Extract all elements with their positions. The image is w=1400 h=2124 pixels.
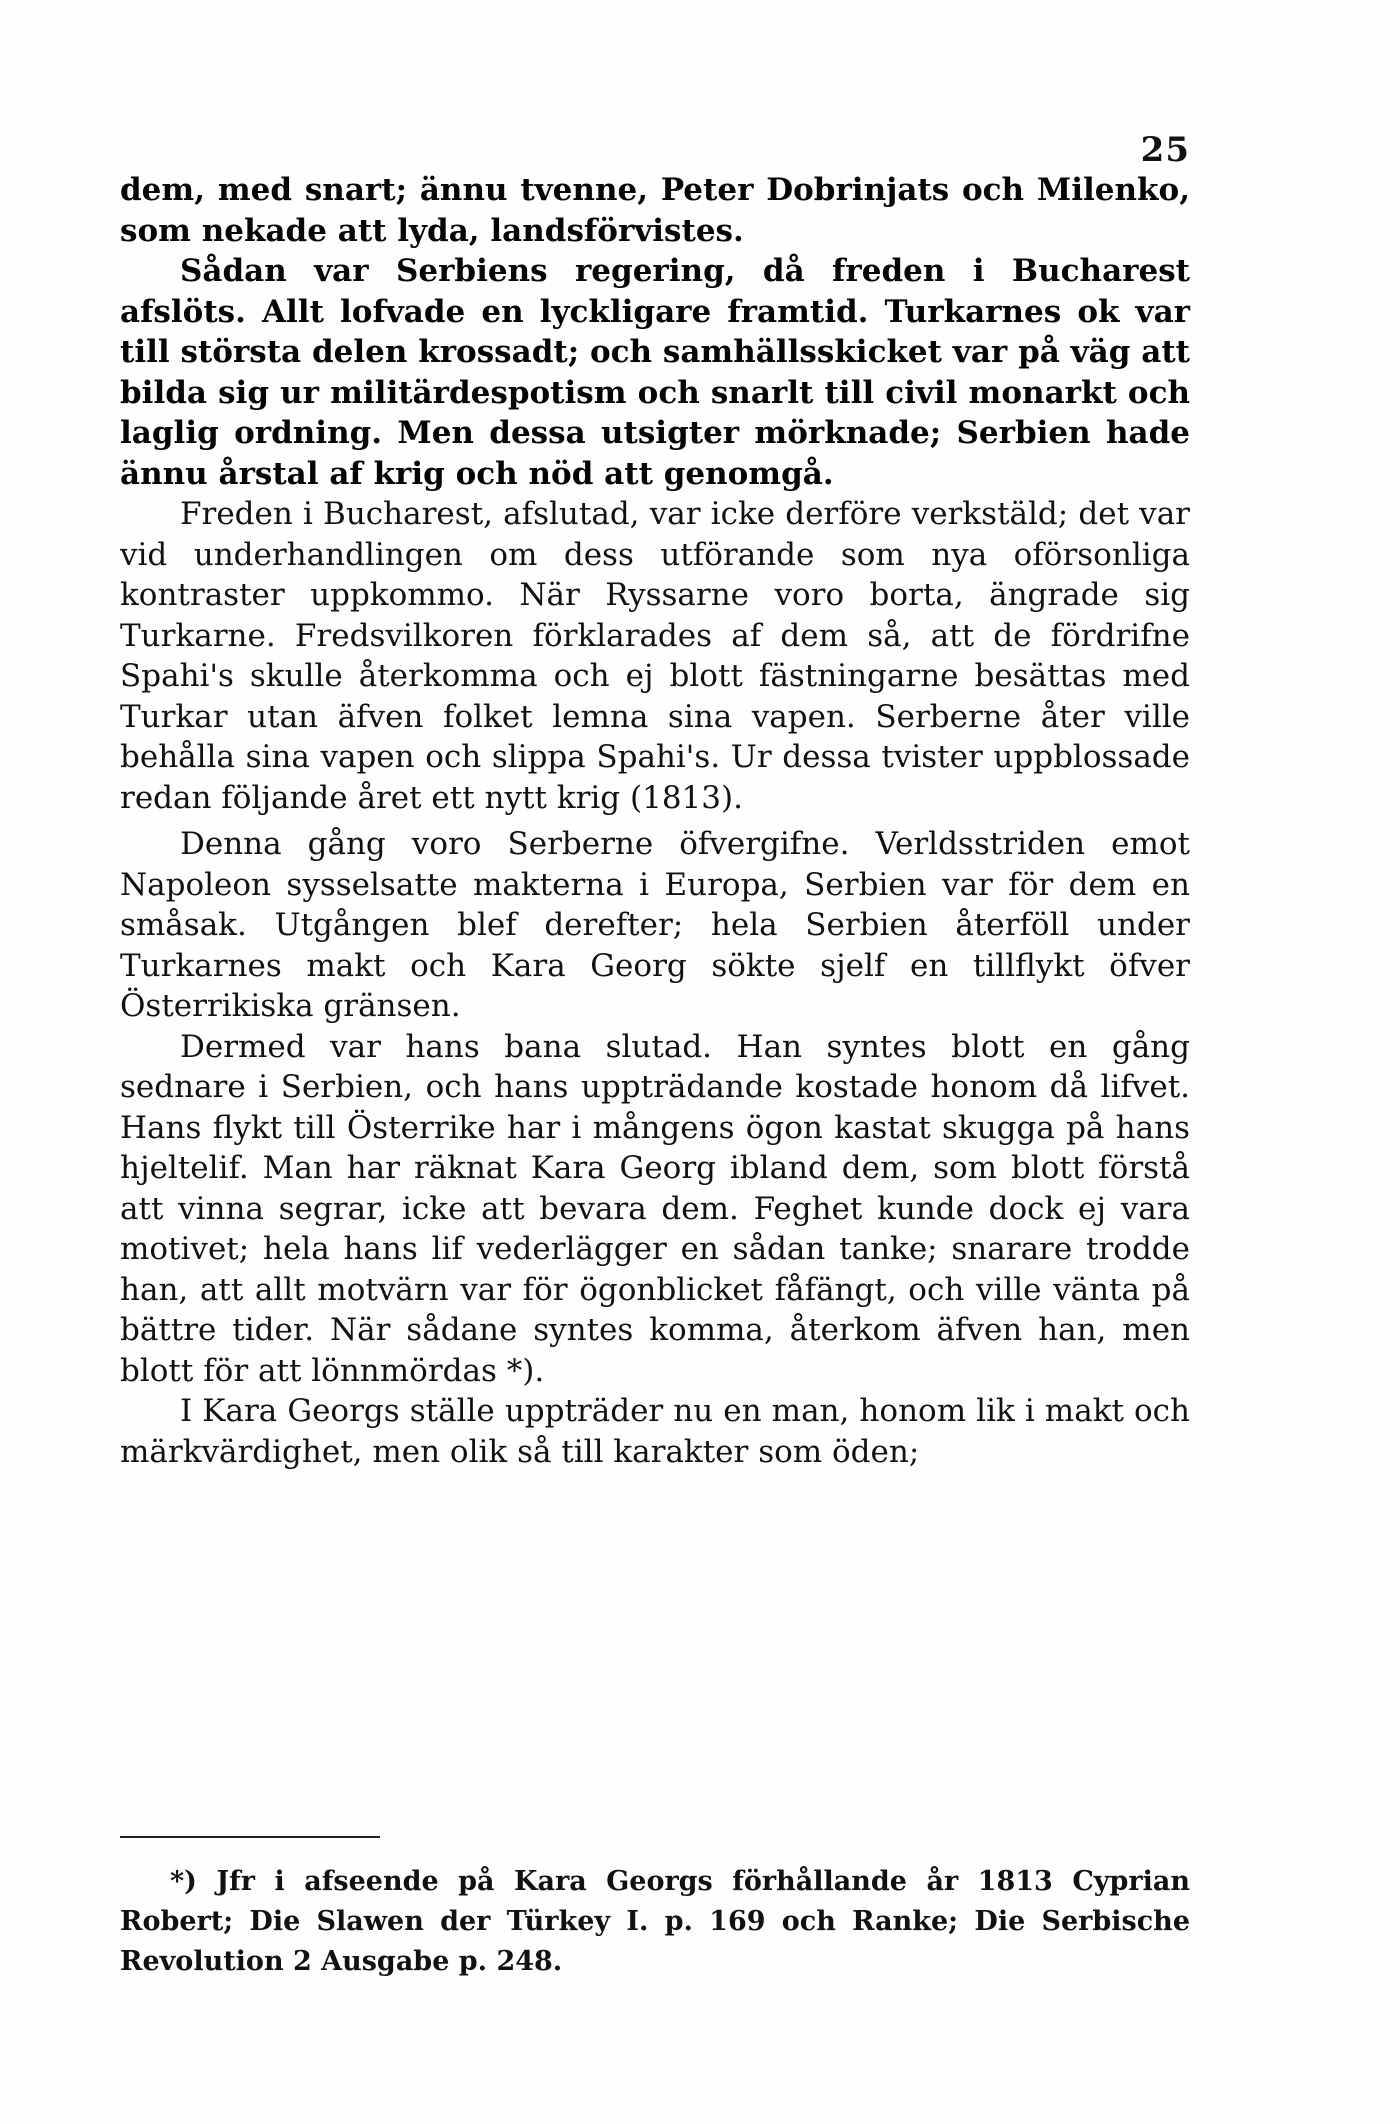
paragraph-3: Freden i Bucharest, afslutad, var icke derföre verkstäld; det var vid underhandlingen om dess utförande som nya oförsonliga kontraster uppkommo. När Ryssarne voro borta, ängrade sig Turkarne. Fredsvilkoren förklarades af dem så, att de fördrifne Spahi's skulle återkomma och ej blott fästningarne besättas med Turkar utan äfven folket lemna sina vapen. Serberne åter ville behålla sina vapen och slippa Spahi's. Ur dessa tvister uppblossade redan följande året ett nytt krig (1813). — [120, 496, 1190, 816]
paragraph-5: Dermed var hans bana slutad. Han syntes blott en gång sednare i Serbien, och hans uppträdande kostade honom då lifvet. Hans flykt till Österrike har i mångens ögon kastat skugga på hans hjeltelif. Man har räknat Kara Georg ibland dem, som blott förstå att vinna segrar, icke att bevara dem. Feghet kunde dock ej vara motivet; hela hans lif vederlägger en sådan tanke; snarare trodde han, att allt motvärn var för ögonblicket fåfängt, och ville vänta på bättre tider. När sådane syntes komma, återkom äfven han, men blott för att lönnmördas *). — [120, 1028, 1190, 1389]
paragraph-1: dem, med snart; ännu tvenne, Peter Dobrinjats och Milenko, som nekade att lyda, landsförvistes. — [120, 172, 1190, 249]
page-number: 25 — [1140, 130, 1190, 170]
footnote-divider — [120, 1836, 380, 1838]
paragraph-2: Sådan var Serbiens regering, då freden i Bucharest afslöts. Allt lofvade en lyckligare framtid. Turkarnes ok var till största delen krossadt; och samhällsskicket var på väg att bilda sig ur militärdespotism och snarlt till civil monarkt och laglig ordning. Men dessa utsigter mörknade; Serbien hade ännu årstal af krig och nöd att genomgå. — [120, 253, 1190, 492]
footnote — [120, 1862, 1190, 1982]
paragraph-4: Denna gång voro Serberne öfvergifne. Verldsstriden emot Napoleon sysselsatte makterna i Europa, Serbien var för dem en småsak. Utgången blef derefter; hela Serbien återföll under Turkarnes makt och Kara Georg sökte sjelf en tillflykt öfver Österrikiska gränsen. — [120, 826, 1190, 1024]
paragraph-6: I Kara Georgs ställe uppträder nu en man, honom lik i makt och märkvärdighet, men olik så till karakter som öden; — [120, 1393, 1190, 1470]
footnote-text: *) Jfr i afseende på Kara Georgs förhållande år 1813 Cyprian Robert; Die Slawen der Türkey I. p. 169 och Ranke; Die Serbische Revolution 2 Ausgabe p. 248. — [120, 1866, 1190, 1977]
body-text — [120, 170, 1190, 1472]
